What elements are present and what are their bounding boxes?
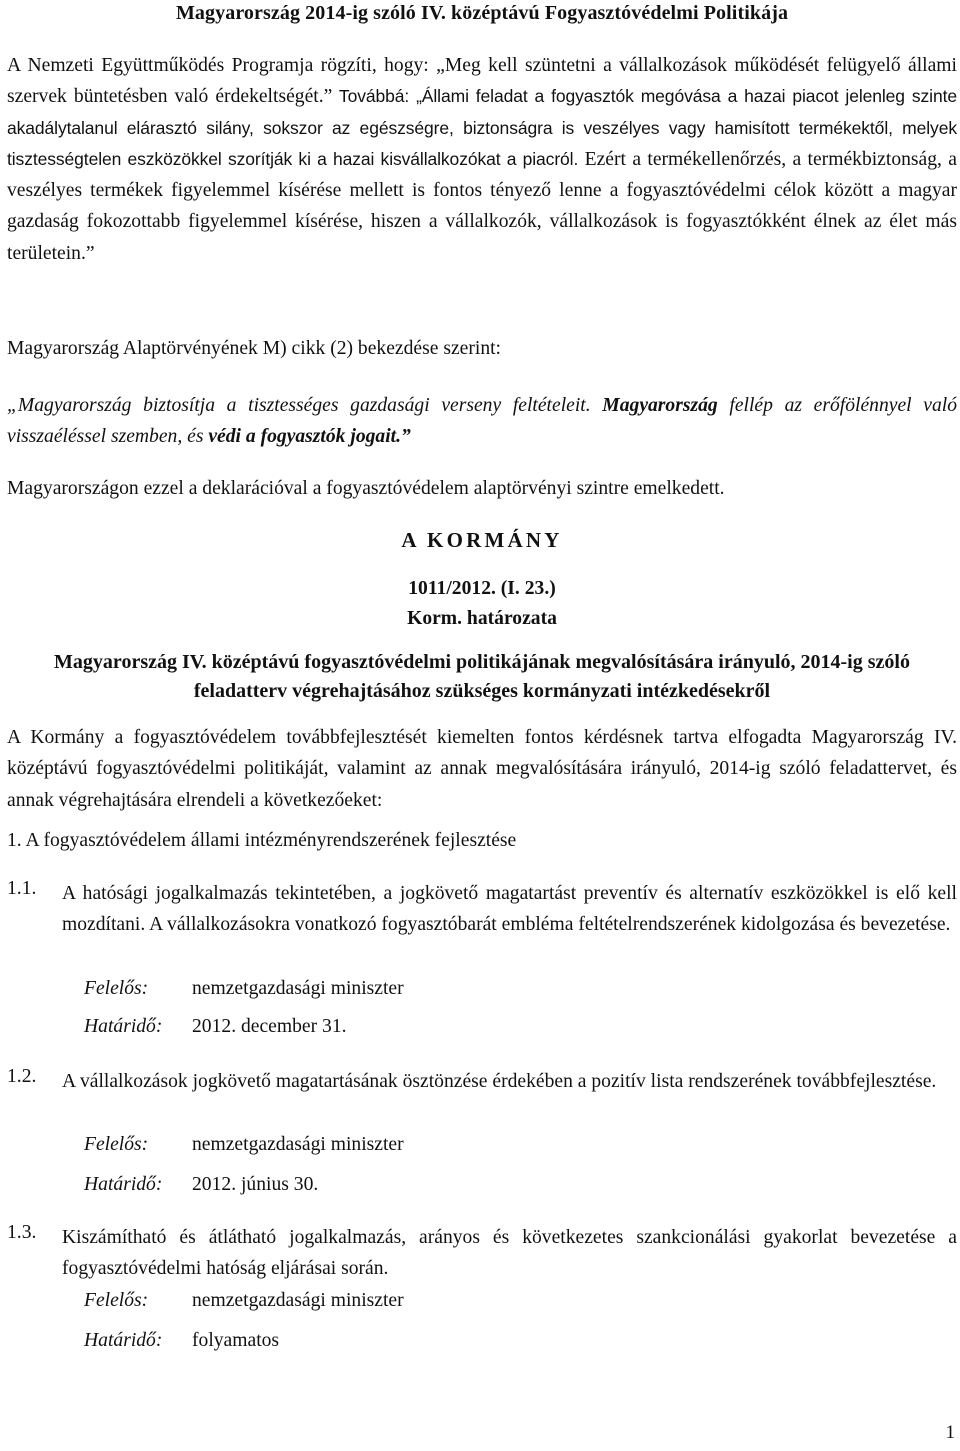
declaration-text: Magyarországon ezzel a deklarációval a fogyasztóvédelem alaptörvényi szintre emelkedett. bbox=[7, 478, 725, 499]
responsible-value: nemzetgazdasági miniszter bbox=[192, 1134, 404, 1155]
responsible-row bbox=[84, 978, 404, 1000]
responsible-row bbox=[84, 1290, 404, 1312]
deadline-row bbox=[84, 1016, 347, 1038]
intro-serif-text: A Nemzeti Együttműködés Programja rögzíti, hogy: „Meg kell szüntetni a vállalkozások működését felügyelő állami szervek büntetésben való érdekeltségét.” bbox=[7, 55, 957, 108]
deadline-label: Határidő: bbox=[84, 1016, 163, 1037]
decree-title: Magyarország IV. középtávú fogyasztóvédelmi politikájának megvalósítására irányuló, 2014-ig szóló feladatterv végrehajtásához szükséges kormányzati intézkedésekről bbox=[54, 651, 910, 702]
section-1-heading: 1. A fogyasztóvédelem állami intézményrendszerének fejlesztése bbox=[7, 830, 517, 851]
measure-item-1-1 bbox=[7, 878, 957, 941]
item-text: A hatósági jogalkalmazás tekintetében, a jogkövető magatartást preventív és alternatív eszközökkel is elő kell mozdítani. A vállalkozásokra vonatkozó fogyasztóbarát embléma feltételrendszerének kidolgozása és bevezetése. bbox=[62, 883, 957, 936]
item-number: 1.3. bbox=[7, 1222, 37, 1243]
responsible-row bbox=[84, 1134, 404, 1156]
deadline-value: 2012. június 30. bbox=[192, 1174, 319, 1195]
constitution-intro: Magyarország Alaptörvényének M) cikk (2) bekezdése szerint: bbox=[7, 338, 502, 359]
government-heading: A KORMÁNY bbox=[401, 528, 563, 552]
deadline-label: Határidő: bbox=[84, 1330, 163, 1351]
responsible-label: Felelős: bbox=[84, 1134, 149, 1155]
measure-item-1-3 bbox=[7, 1222, 957, 1285]
deadline-row bbox=[84, 1330, 279, 1352]
quote-bold-2: védi a fogyasztók jogait.” bbox=[208, 426, 411, 448]
quote-bold-1: Magyarország bbox=[602, 395, 718, 416]
decree-number: 1011/2012. (I. 23.) bbox=[408, 578, 556, 599]
responsible-value: nemzetgazdasági miniszter bbox=[192, 978, 404, 999]
item-text: A vállalkozások jogkövető magatartásának ösztönzése érdekében a pozitív lista rendszerének továbbfejlesztése. bbox=[62, 1071, 937, 1092]
responsible-label: Felelős: bbox=[84, 1290, 149, 1311]
quote-part-1: „Magyarország biztosítja a tisztességes gazdasági verseny feltételeit. bbox=[7, 395, 603, 416]
measure-item-1-2 bbox=[7, 1066, 957, 1097]
responsible-value: nemzetgazdasági miniszter bbox=[192, 1290, 404, 1311]
page-number: 1 bbox=[945, 1422, 955, 1443]
responsible-label: Felelős: bbox=[84, 978, 149, 999]
deadline-value: folyamatos bbox=[192, 1330, 280, 1351]
deadline-label: Határidő: bbox=[84, 1174, 163, 1195]
intro-serif-text-2: Ezért a termékellenőrzés, a termékbiztonság, a veszélyes termékek figyelemmel kísérése mellett is fontos tényező lenne a fogyasztóvédelmi célok között a magyar gazdaság fokozottabb figyelemmel kísérése, hiszen a vállalkozók, vállalkozások is fogyasztókként élnek az élet más területein.” bbox=[7, 148, 958, 264]
decree-body: A Kormány a fogyasztóvédelem továbbfejlesztését kiemelten fontos kérdésnek tartva elfogadta Magyarország IV. középtávú fogyasztóvédelmi politikáját, valamint az annak megvalósítására irányuló, 2014-ig szóló feladattervet, és annak végrehajtására elrendeli a következőeket: bbox=[7, 727, 957, 811]
document-title: Magyarország 2014-ig szóló IV. középtávú Fogyasztóvédelmi Politikája bbox=[175, 2, 789, 24]
constitution-quote bbox=[7, 390, 957, 453]
intro-paragraph bbox=[7, 50, 957, 269]
item-text: Kiszámítható és átlátható jogalkalmazás, arányos és következetes szankcionálási gyakorlat bevezetése a fogyasztóvédelmi hatóság eljárásai során. bbox=[62, 1227, 957, 1280]
deadline-value: 2012. december 31. bbox=[192, 1016, 347, 1037]
item-number: 1.1. bbox=[7, 878, 37, 899]
item-number: 1.2. bbox=[7, 1066, 37, 1087]
quote-part-2: fellép az erőfölénnyel való visszaéléssel szemben, és bbox=[7, 395, 958, 448]
deadline-row bbox=[84, 1174, 318, 1196]
decree-type: Korm. határozata bbox=[407, 608, 557, 629]
intro-sans-text: Továbbá: „Állami feladat a fogyasztók megóvása a hazai piacot jelenleg szinte akadálytalanul elárasztó silány, sokszor az egészségre, biztonságra is veszélyes vagy hamisított termékektől, melyek tisztességtelen eszközökkel szorítják ki a hazai kisvállalkozókat a piacról. bbox=[7, 86, 957, 169]
